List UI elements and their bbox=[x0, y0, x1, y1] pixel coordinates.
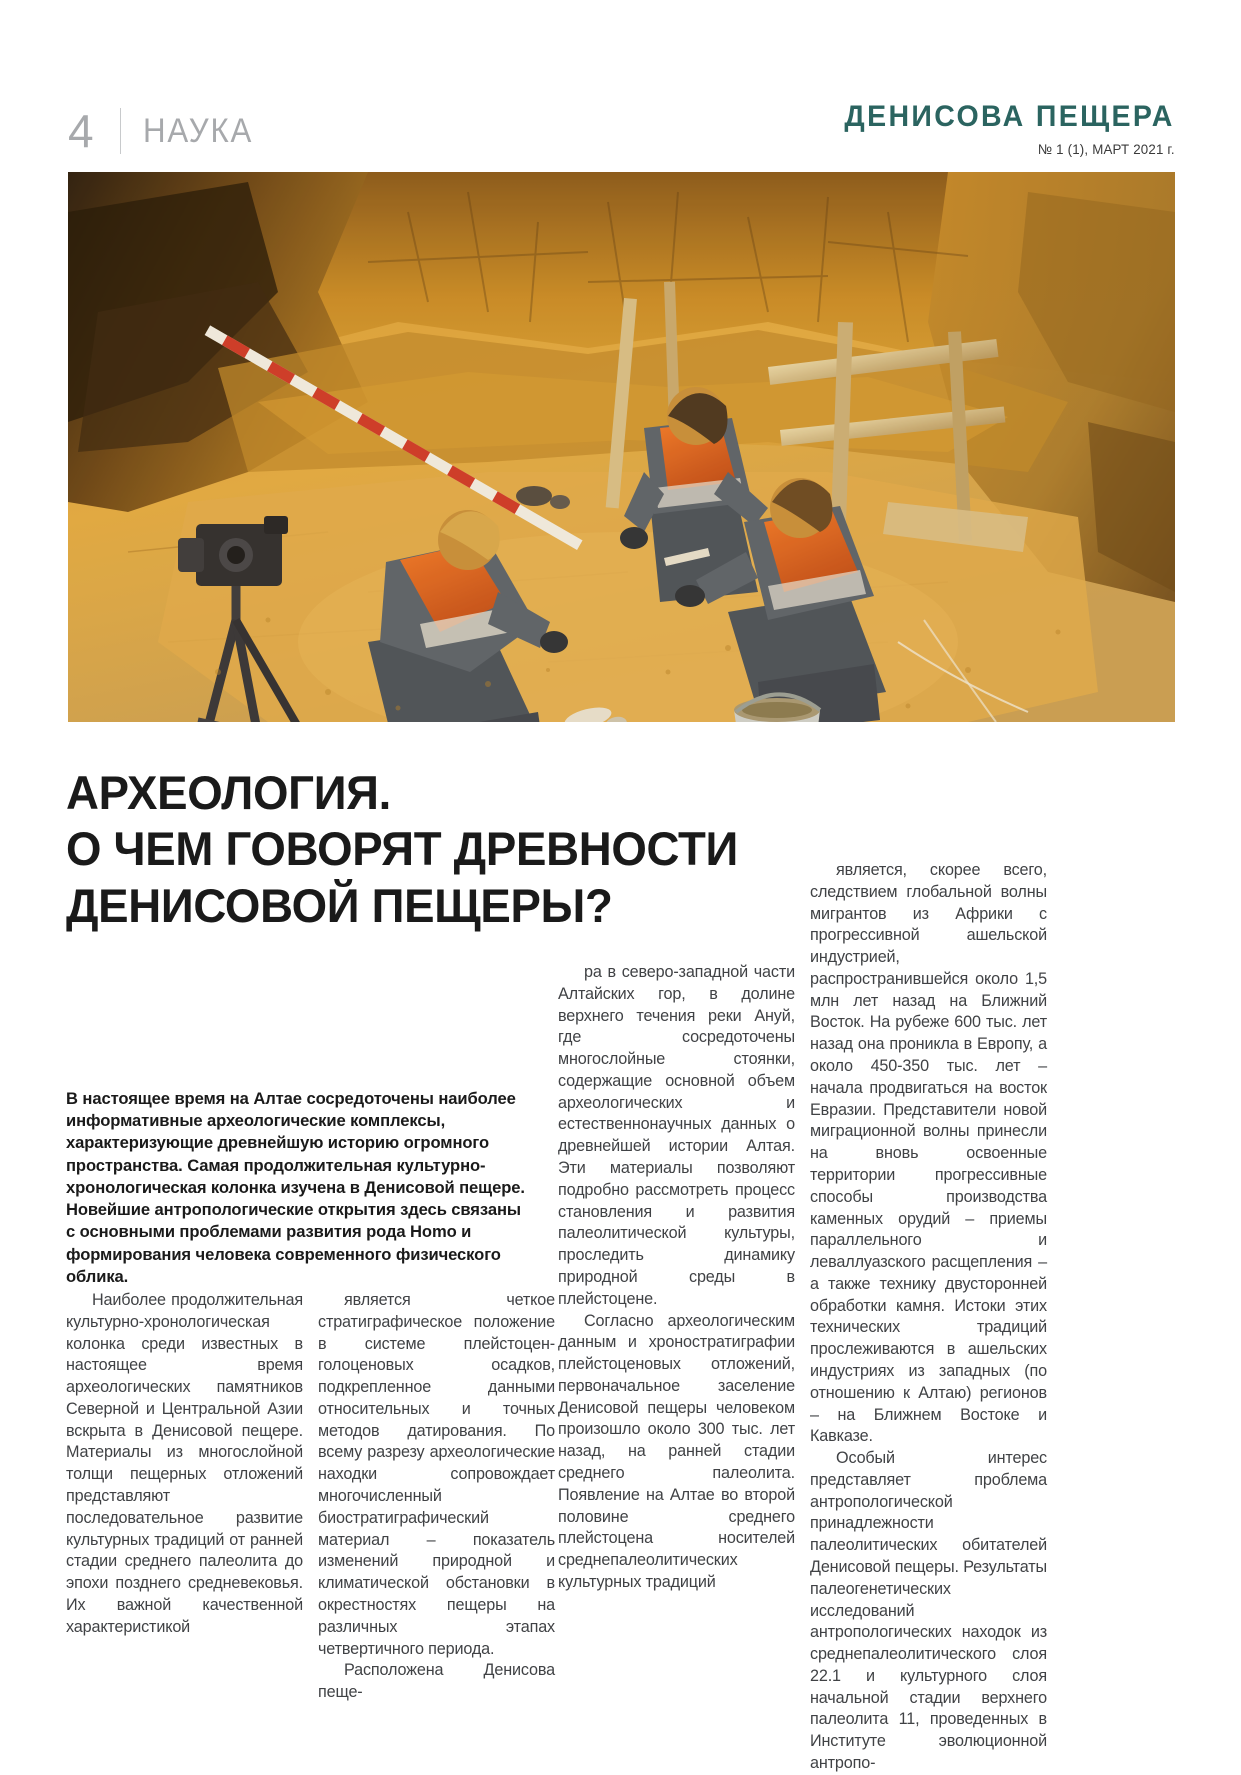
excavation-photo-illustration bbox=[68, 172, 1175, 722]
paragraph: Особый интерес представляет проблема антропологической принадлежности палеолитических обитателей Денисовой пещеры. Результаты палеогенетических исследований антропологических находок из среднепалеолитического слоя 22.1 и культурного слоя начальной стадии верхнего палеолита 11, проведенных в Институте эволюционной антропо- bbox=[810, 1449, 1047, 1773]
body-column-2-lower bbox=[318, 1290, 555, 1704]
header-divider bbox=[120, 108, 121, 154]
body-column-1 bbox=[66, 1290, 303, 1639]
page-header bbox=[68, 100, 1175, 162]
paragraph: является четкое стратиграфическое положение в системе плейстоцен-голоценовых осадков, подкрепленное данными относительных и точных методов датирования. По всему разрезу археологические находки сопровождает многочисленный биостратиграфический материал – показатель изменений природной и климатической обстановки в окрестностях пещеры на различных этапах четвертичного периода. bbox=[318, 1291, 555, 1658]
page-number: 4 bbox=[68, 105, 94, 157]
paragraph: Расположена Денисова пеще- bbox=[318, 1661, 555, 1702]
hero-photo bbox=[68, 172, 1175, 722]
paragraph: ра в северо-западной части Алтайских гор, в долине верхнего течения реки Ануй, где сосредоточены многослойные стоянки, содержащие основной объем археологических и естественнонаучных данных о древнейшей истории Алтая. Эти материалы позволяют подробно рассмотреть процесс становления и развития палеолитической культуры, проследить динамику природной среды в плейстоцене. bbox=[558, 963, 795, 1308]
headline-line-3: ДЕНИСОВОЙ ПЕЩЕРЫ? bbox=[66, 878, 613, 932]
paragraph: Наиболее продолжительная культурно-хронологическая колонка среди известных в настоящее время археологических памятников Северной и Центральной Азии вскрыта в Денисовой пещере. Материалы из многослойной толщи пещерных отложений представляют последовательное развитие культурных традиций от ранней стадии среднего палеолита до эпохи позднего средневековья. Их важной качественной характеристикой bbox=[66, 1291, 303, 1636]
headline-line-2: О ЧЕМ ГОВОРЯТ ДРЕВНОСТИ bbox=[66, 822, 739, 876]
folio-group bbox=[68, 100, 262, 162]
body-column-3 bbox=[810, 860, 1047, 1775]
article-lead: В настоящее время на Алтае сосредоточены наиболее информативные археологические комплексы, характеризующие древнейшую историю огромного пространства. Самая продолжительная культурно-хронологическая колонка изучена в Денисовой пещере. Новейшие антропологические открытия здесь связаны с основными проблемами развития рода Homo и формирования человека современного физического облика. bbox=[66, 1089, 525, 1286]
headline-line-1: АРХЕОЛОГИЯ. bbox=[66, 766, 392, 819]
brand-group bbox=[827, 102, 1175, 157]
article-headline bbox=[66, 765, 739, 934]
body-column-2-upper bbox=[558, 962, 795, 1594]
paragraph: Согласно археологическим данным и хроностратиграфии плейстоценовых отложений, первоначальное заселение Денисовой пещеры человеком произошло около 300 тыс. лет назад, на ранней стадии среднего палеолита. Появление на Алтае во второй половине среднего плейстоцена носителей среднепалеолитических культурных традиций bbox=[558, 1311, 795, 1591]
publication-title: ДЕНИСОВА ПЕЩЕРА bbox=[844, 100, 1175, 133]
section-label: НАУКА bbox=[142, 112, 253, 150]
issue-line: № 1 (1), МАРТ 2021 г. bbox=[1038, 141, 1175, 157]
paragraph: является, скорее всего, следствием глобальной волны мигрантов из Африки с прогрессивной ашельской индустрией, распространившейся около 1,5 млн лет назад на Ближний Восток. На рубеже 600 тыс. лет назад она проникла в Европу, а около 450-350 тыс. лет – начала продвигаться на восток Евразии. Представители новой миграционной волны принесли на вновь освоенные территории прогрессивные способы производства каменных орудий – приемы параллельного и леваллуазского расщепления – а также технику двусторонней обработки камня. Истоки этих технических традиций прослеживаются в ашельских индустриях из западных (по отношению к Алтаю) регионов – на Ближнем Востоке и Кавказе. bbox=[810, 861, 1047, 1446]
